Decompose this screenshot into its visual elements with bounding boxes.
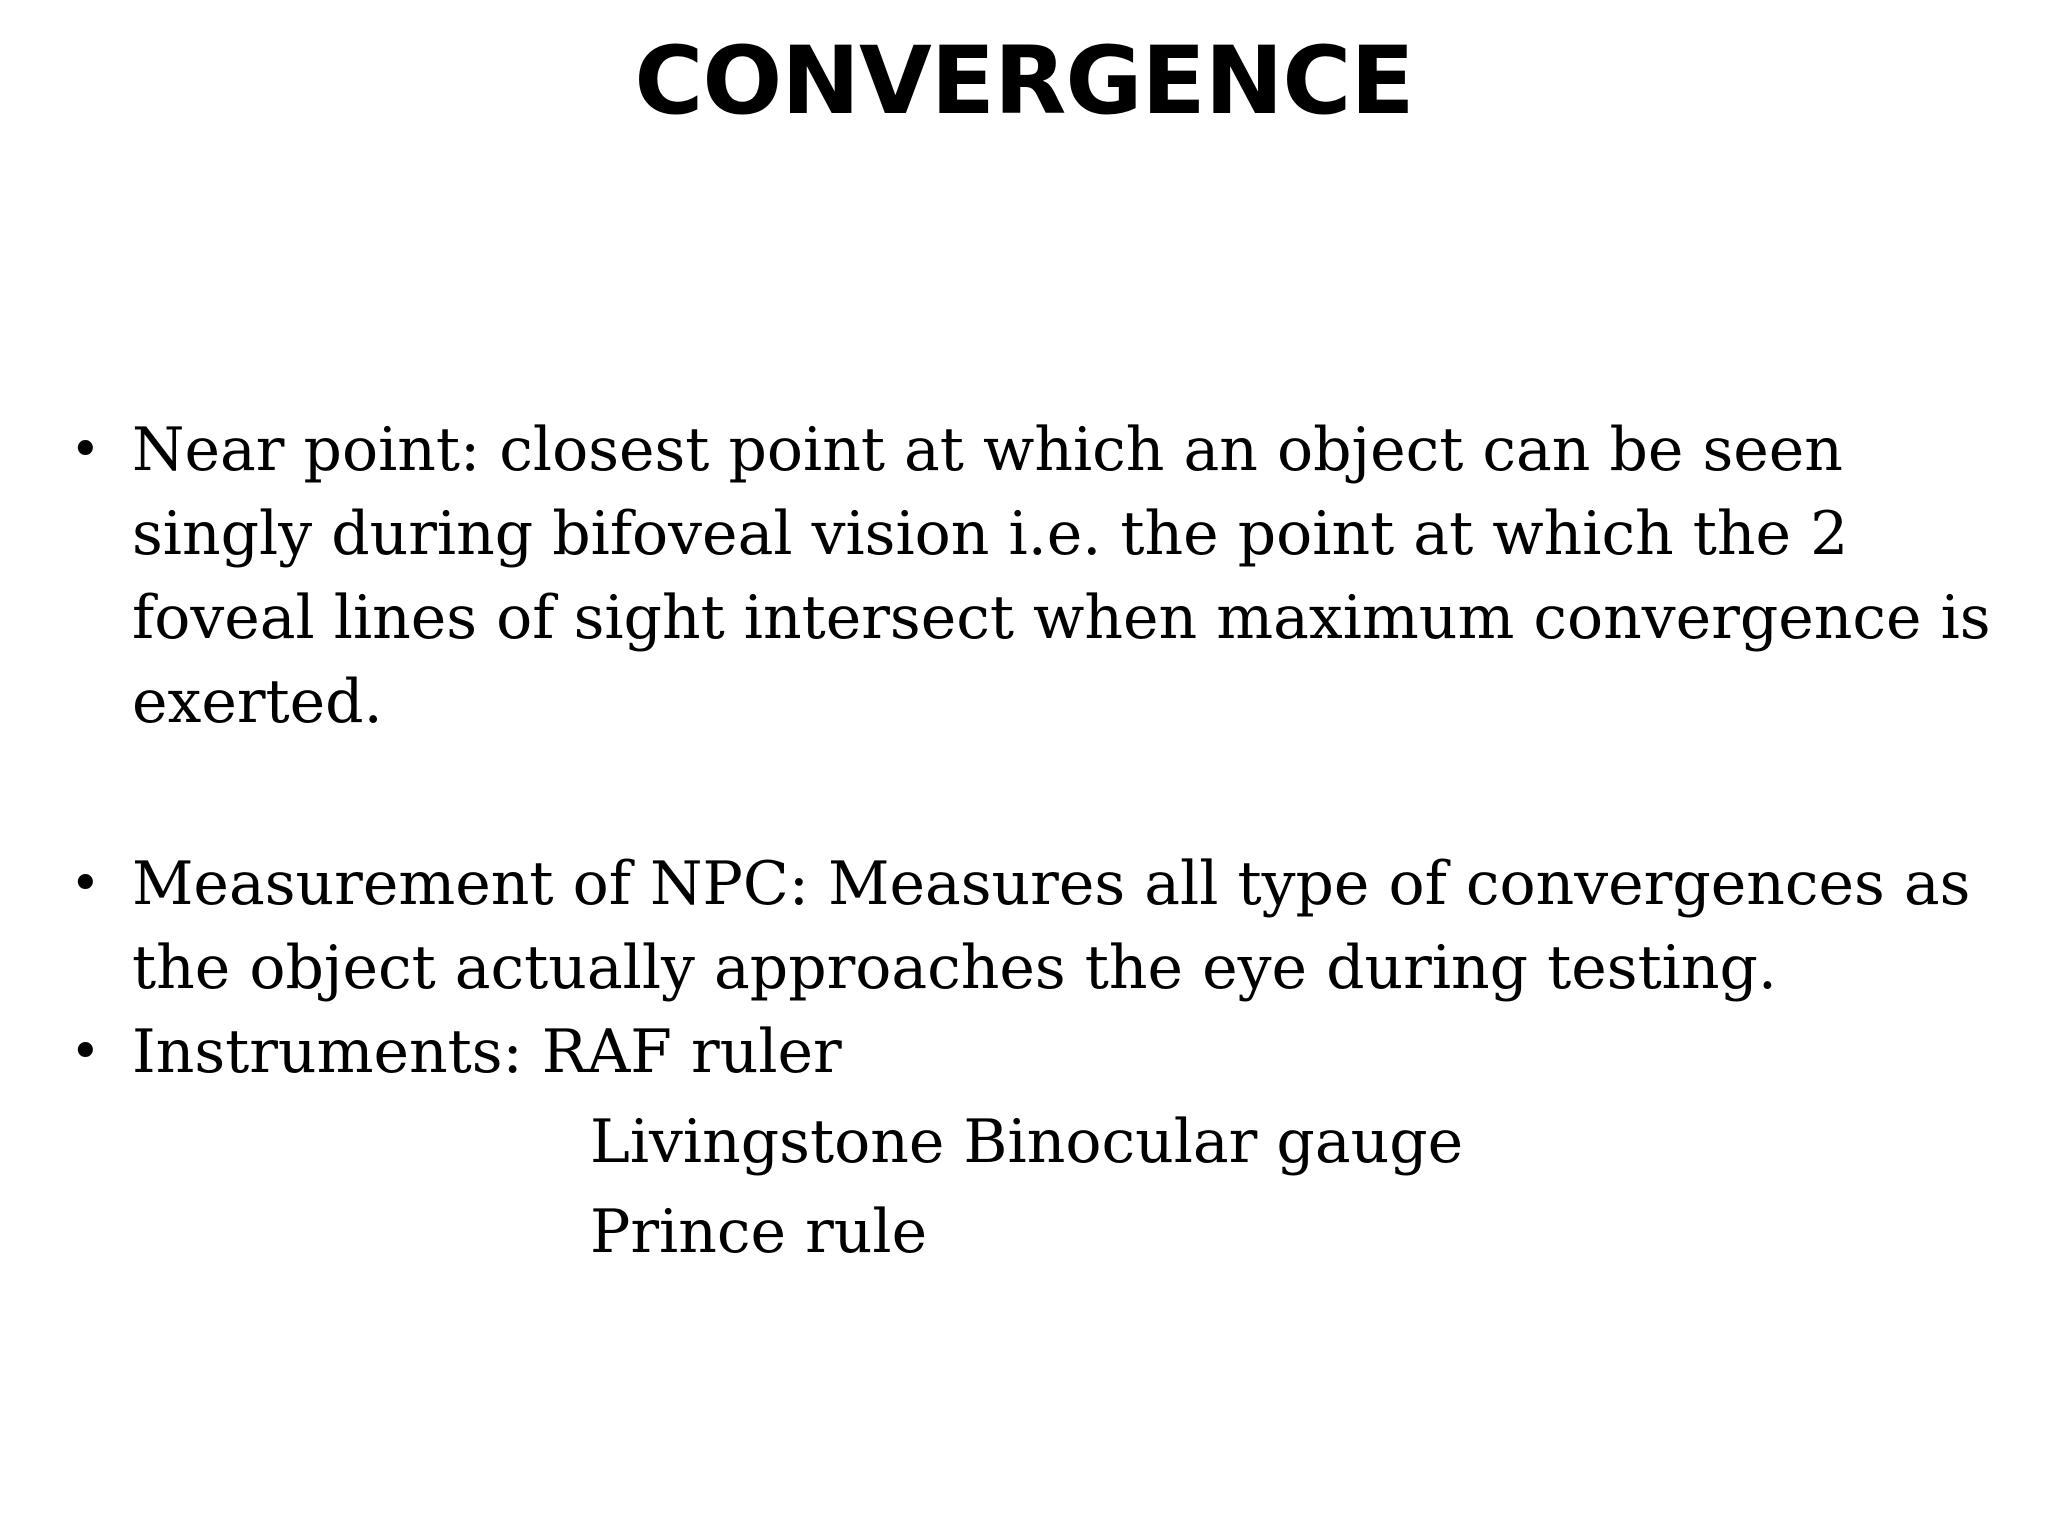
bullet-marker: • xyxy=(70,854,101,914)
bullet-text: Instruments: RAF ruler xyxy=(132,1017,842,1087)
bullet-marker: • xyxy=(70,420,101,480)
slide-title: CONVERGENCE xyxy=(634,27,1414,136)
bullet-text: Near point: closest point at which an object can be seen singly during bifoveal vision i.e. the point at which the 2 foveal lines of sight intersect when maximum convergence is exerted. xyxy=(132,415,1991,737)
instrument-item-livingstone: Livingstone Binocular gauge xyxy=(590,1107,1464,1177)
instrument-item-prince-rule: Prince rule xyxy=(590,1197,928,1267)
bullet-marker: • xyxy=(70,1022,101,1082)
bullet-text: Measurement of NPC: Measures all type of convergences as the object actually approaches the eye during testing. xyxy=(132,849,1971,1003)
